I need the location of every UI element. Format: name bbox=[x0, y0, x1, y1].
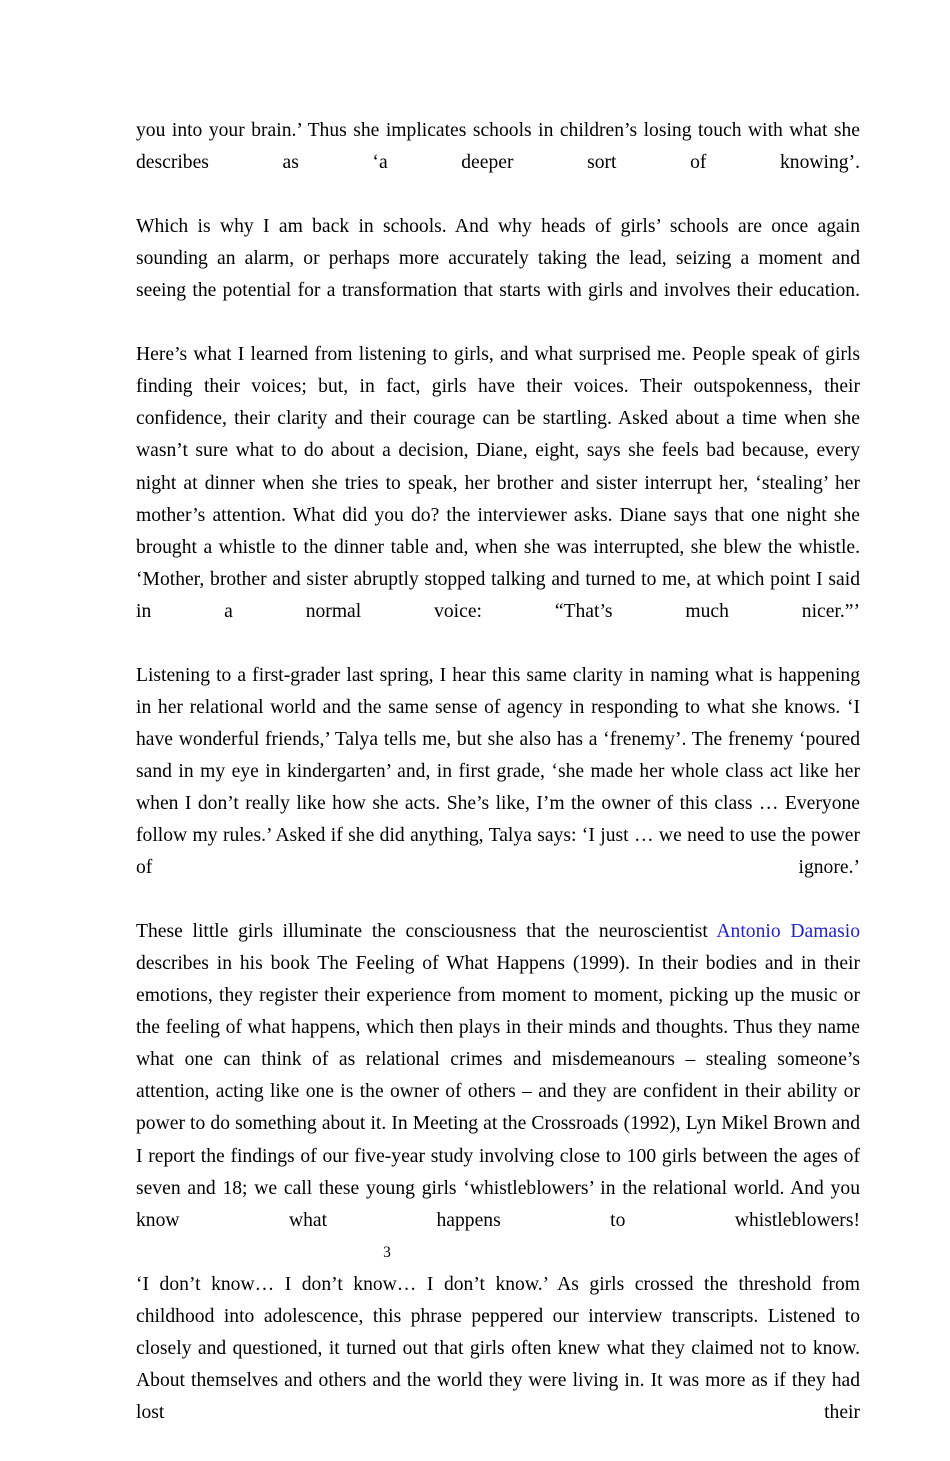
antonio-damasio-link[interactable]: Antonio Damasio bbox=[716, 921, 860, 943]
paragraph-5-text-after-link: describes in his book The Feeling of What Happens (1999). In their bodies and in their emotions, they register their experience from moment to moment, picking up the music or the feeling of what happens, which then plays in their minds and thoughts. Thus they name what one can think of as relational crimes and misdemeanours – stealing someone’s attention, acting like one is the owner of others – and they are confident in their ability or power to do something about it. In Meeting at the Crossroads (1992), Lyn Mikel Brown and I report the findings of our five-year study involving close to 100 girls between the ages of seven and 18; we call these young girls ‘whistleblowers’ in the relational world. And you know what happens to whistleblowers! bbox=[136, 953, 860, 1231]
page-number: 3 bbox=[383, 1244, 391, 1261]
paragraph-3: Here’s what I learned from listening to girls, and what surprised me. People speak of girls finding their voices; but, in fact, girls have their voices. Their outspokenness, their confidence, their clarity and their courage can be startling. Asked about a time when she wasn’t sure what to do about a decision, Diane, eight, says she feels bad because, every night at dinner when she tries to speak, her brother and sister interrupt her, ‘stealing’ her mother’s attention. What did you do? the interviewer asks. Diane says that one night she brought a whistle to the dinner table and, when she was interrupted, she blew the whistle. ‘Mother, brother and sister abruptly stopped talking and turned to me, at which point I said in a normal voice: “That’s much nicer.”’ bbox=[136, 344, 860, 622]
paragraph-2: Which is why I am back in schools. And why heads of girls’ schools are once again sounding an alarm, or perhaps more accurately taking the lead, seizing a moment and seeing the potential for a transformation that starts with girls and involves their education. bbox=[136, 216, 860, 302]
paragraph-5 bbox=[136, 916, 860, 1269]
paragraph-1: you into your brain.’ Thus she implicates schools in children’s losing touch with what she describes as ‘a deeper sort of knowing’. bbox=[136, 120, 860, 174]
paragraph-4: Listening to a first-grader last spring, I hear this same clarity in naming what is happening in her relational world and the same sense of agency in responding to what she knows. ‘I have wonderful friends,’ Talya tells me, but she also has a ‘frenemy’. The frenemy ‘poured sand in my eye in kindergarten’ and, in first grade, ‘she made her whole class act like her when I don’t really like how she acts. She’s like, I’m the owner of this class … Everyone follow my rules.’ Asked if she did anything, Talya says: ‘I just … we need to use the power of ignore.’ bbox=[136, 664, 860, 879]
paragraph-5-text-before-link: These little girls illuminate the consciousness that the neuroscientist bbox=[136, 921, 717, 943]
paragraph-6: ‘I don’t know… I don’t know… I don’t know.’ As girls crossed the threshold from childhood into adolescence, this phrase peppered our interview transcripts. Listened to closely and questioned, it turned out that girls often knew what they claimed not to know. About themselves and others and the world they were living in. It was more as if they had lost their bbox=[136, 1273, 860, 1423]
